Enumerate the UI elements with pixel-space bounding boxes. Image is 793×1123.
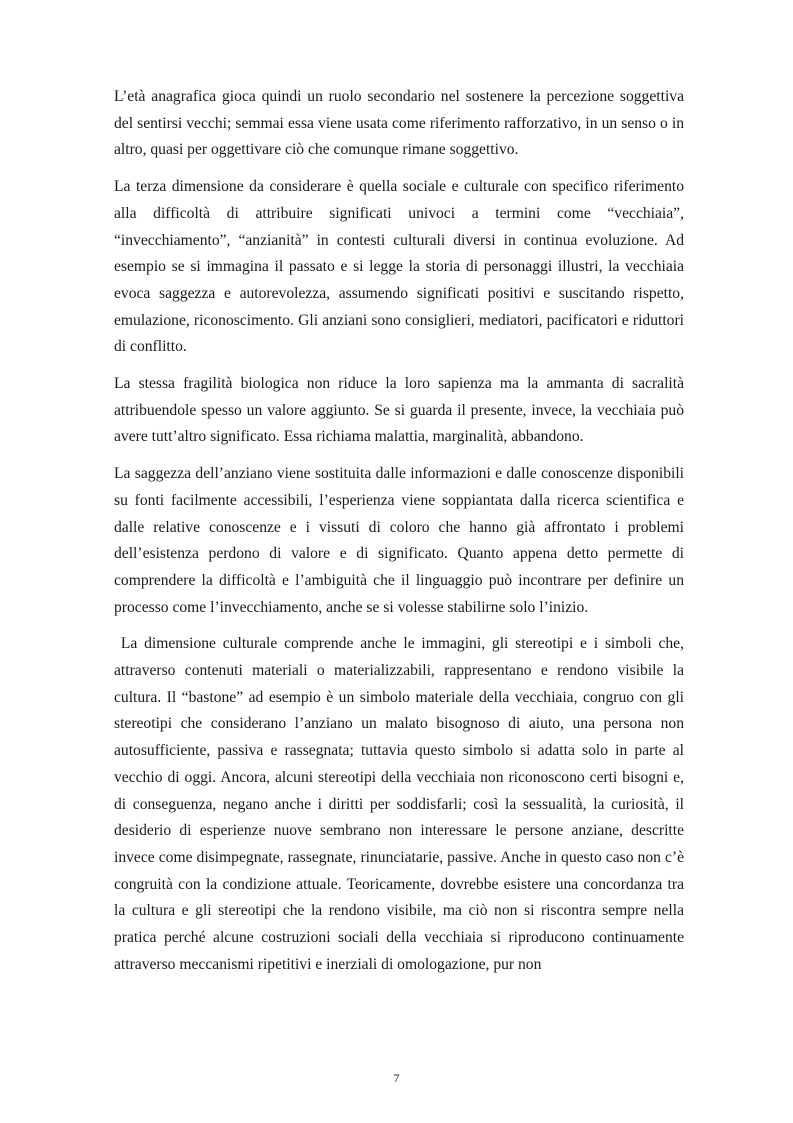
paragraph-age-perception: L’età anagrafica gioca quindi un ruolo secondario nel sostenere la percezione soggettiva del sentirsi vecchi; semmai essa viene usata come riferimento rafforzativo, in un senso o in altro, quasi per oggettivare ciò che comunque rimane soggettivo. [114, 88, 684, 159]
paragraph-social-cultural-dimension: La terza dimensione da considerare è quella sociale e culturale con specifico riferimento alla difficoltà di attribuire significati univoci a termini come “vecchiaia”, “invecchiamento”, “anzianità” in contesti culturali diversi in continua evoluzione. Ad esempio se si immagina il passato e si legge la storia di personaggi illustri, la vecchiaia evoca saggezza e autorevolezza, assumendo significati positivi e suscitando rispetto, emulazione, riconoscimento. Gli anziani sono consiglieri, mediatori, pacificatori e riduttori di conflitto. [114, 178, 684, 356]
body-text [114, 84, 688, 989]
paragraph-cultural-stereotypes: La dimensione culturale comprende anche le immagini, gli stereotipi e i simboli che, attraverso contenuti materiali o materializzabili, rappresentano e rendono visibile la cultura. Il “bastone” ad esempio è un simbolo materiale della vecchiaia, congruo con gli stereotipi che considerano l’anziano un malato bisognoso di aiuto, una persona non autosufficiente, passiva e rassegnata; tuttavia questo simbolo si adatta solo in parte al vecchio di oggi. Ancora, alcuni stereotipi della vecchiaia non riconoscono certi bisogni e, di conseguenza, negano anche i diritti per soddisfarli; così la sessualità, la curiosità, il desiderio di esperienze nuove sembrano non interessare le persone anziane, descritte invece come disimpegnate, rassegnate, rinunciatarie, passive. Anche in questo caso non c’è congruità con la condizione attuale. Teoricamente, dovrebbe esistere una concordanza tra la cultura e gli stereotipi che la rendono visibile, ma ciò non si riscontra sempre nella pratica perché alcune costruzioni sociali della vecchiaia si riproducono continuamente attraverso meccanismi ripetitivi e inerziali di omologazione, pur non [114, 635, 688, 973]
paragraph-wisdom-replaced: La saggezza dell’anziano viene sostituita dalle informazioni e dalle conoscenze disponibili su fonti facilmente accessibili, l’esperienza viene soppiantata dalla ricerca scientifica e dalle relative conoscenze e i vissuti di coloro che hanno già affrontato i problemi dell’esistenza perdono di valore e di significato. Quanto appena detto permette di comprendere la difficoltà e l’ambiguità che il linguaggio può incontrare per definire un processo come l’invecchiamento, anche se si volesse stabilirne solo l’inizio. [114, 465, 684, 616]
page-number: 7 [393, 1071, 400, 1085]
paragraph-biological-fragility: La stessa fragilità biologica non riduce la loro sapienza ma la ammanta di sacralità attribuendole spesso un valore aggiunto. Se si guarda il presente, invece, la vecchiaia può avere tutt’altro significato. Essa richiama malattia, marginalità, abbandono. [114, 375, 684, 446]
